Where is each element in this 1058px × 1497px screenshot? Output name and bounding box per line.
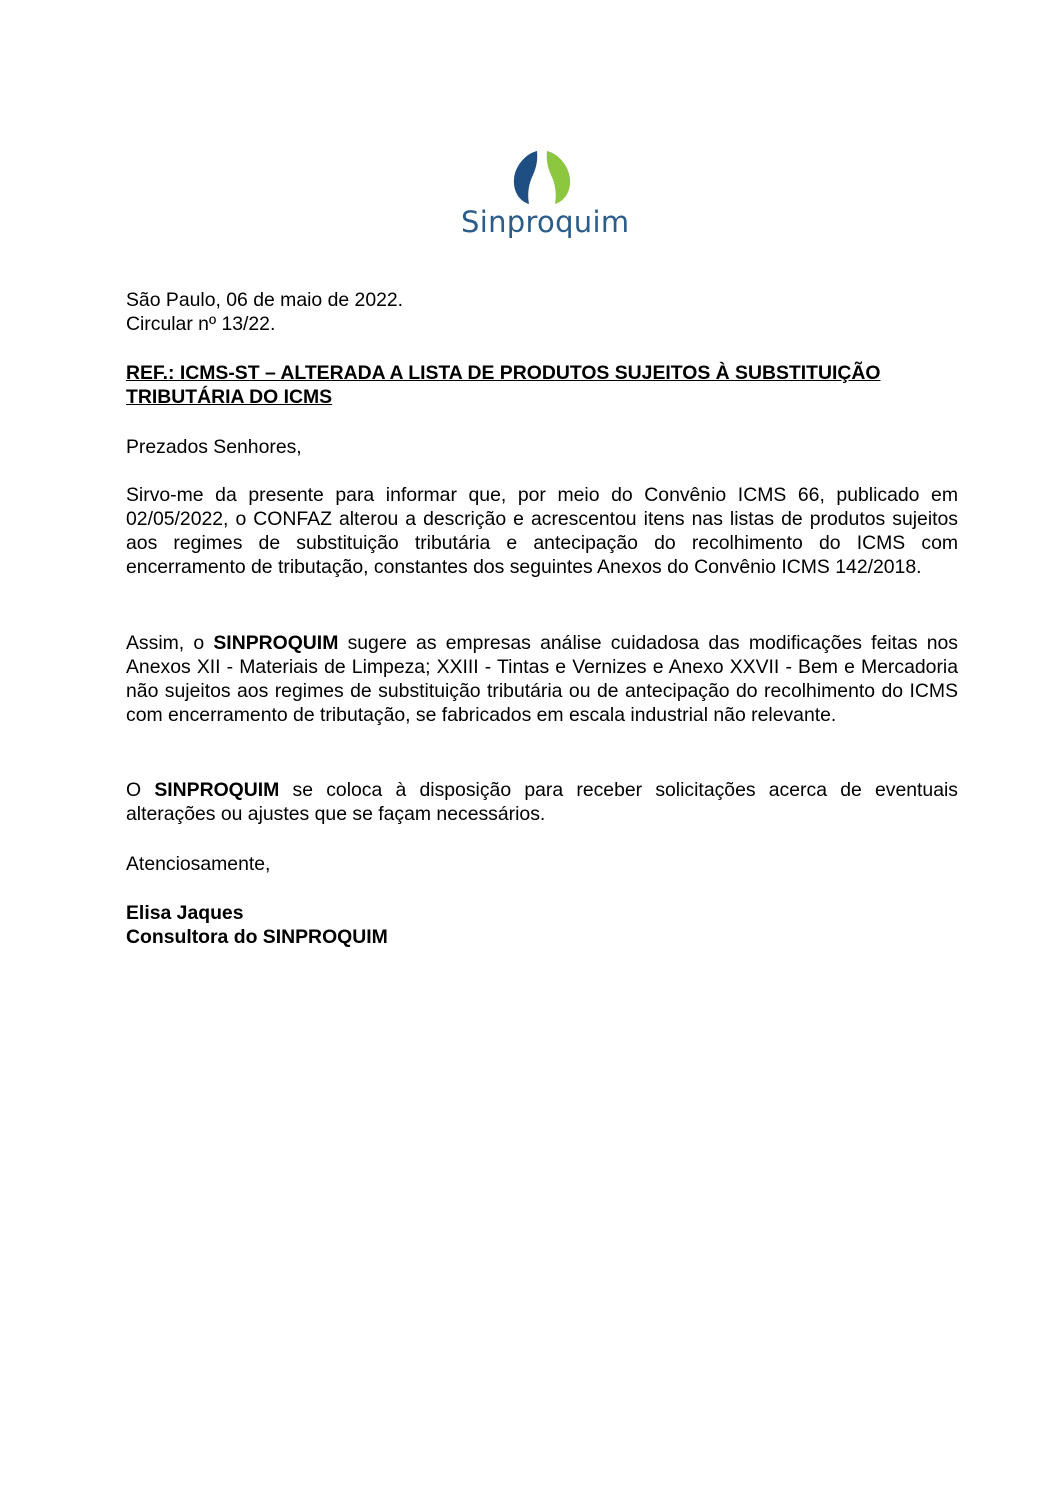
sinproquim-bold-name: SINPROQUIM [213, 632, 339, 654]
logo-green-drop [547, 151, 570, 204]
paragraph-recommendation [126, 631, 958, 727]
closing: Atenciosamente, [126, 853, 271, 875]
paragraph-convenio: Sirvo-me da presente para informar que, por meio do Convênio ICMS 66, publicado em 02/05/2022, o CONFAZ alterou a descrição e acrescentou itens nas listas de produtos sujeitos aos regimes de substituição tributária e antecipação do recolhimento do ICMS com encerramento de tributação, constantes dos seguintes Anexos do Convênio ICMS 142/2018. [126, 484, 958, 578]
paragraph-availability [126, 778, 958, 826]
signature-title: Consultora do SINPROQUIM [126, 926, 388, 948]
paragraph-recommendation-rest: sugere as empresas análise cuidadosa das modificações feitas nos Anexos XII - Materiais de Limpeza; XXIII - Tintas e Vernizes e Anexo XXVII - Bem e Mercadoria não sujeitos aos regimes de substituição tributária ou de antecipação do recolhimento do ICMS com encerramento de tributação, se fabricados em escala industrial não relevante. [126, 632, 959, 726]
logo-mark-icon [507, 145, 577, 205]
date-line: São Paulo, 06 de maio de 2022. [126, 289, 404, 311]
paragraph-availability-rest: se coloca à disposição para receber solicitações acerca de eventuais alterações ou ajustes que se façam necessários. [126, 779, 958, 825]
logo-wordmark: Sinproquim [461, 205, 630, 239]
paragraph-availability-prefix: O [126, 779, 155, 801]
logo-blue-drop [514, 151, 537, 204]
signature-name: Elisa Jaques [126, 902, 244, 924]
sinproquim-bold-name: SINPROQUIM [154, 779, 280, 801]
sinproquim-logo [455, 145, 630, 245]
circular-number: Circular nº 13/22. [126, 313, 276, 335]
greeting: Prezados Senhores, [126, 436, 302, 458]
paragraph-recommendation-prefix: Assim, o [126, 632, 214, 654]
reference-heading: REF.: ICMS-ST – ALTERADA A LISTA DE PRODUTOS SUJEITOS À SUBSTITUIÇÃO TRIBUTÁRIA DO ICMS [126, 362, 881, 408]
